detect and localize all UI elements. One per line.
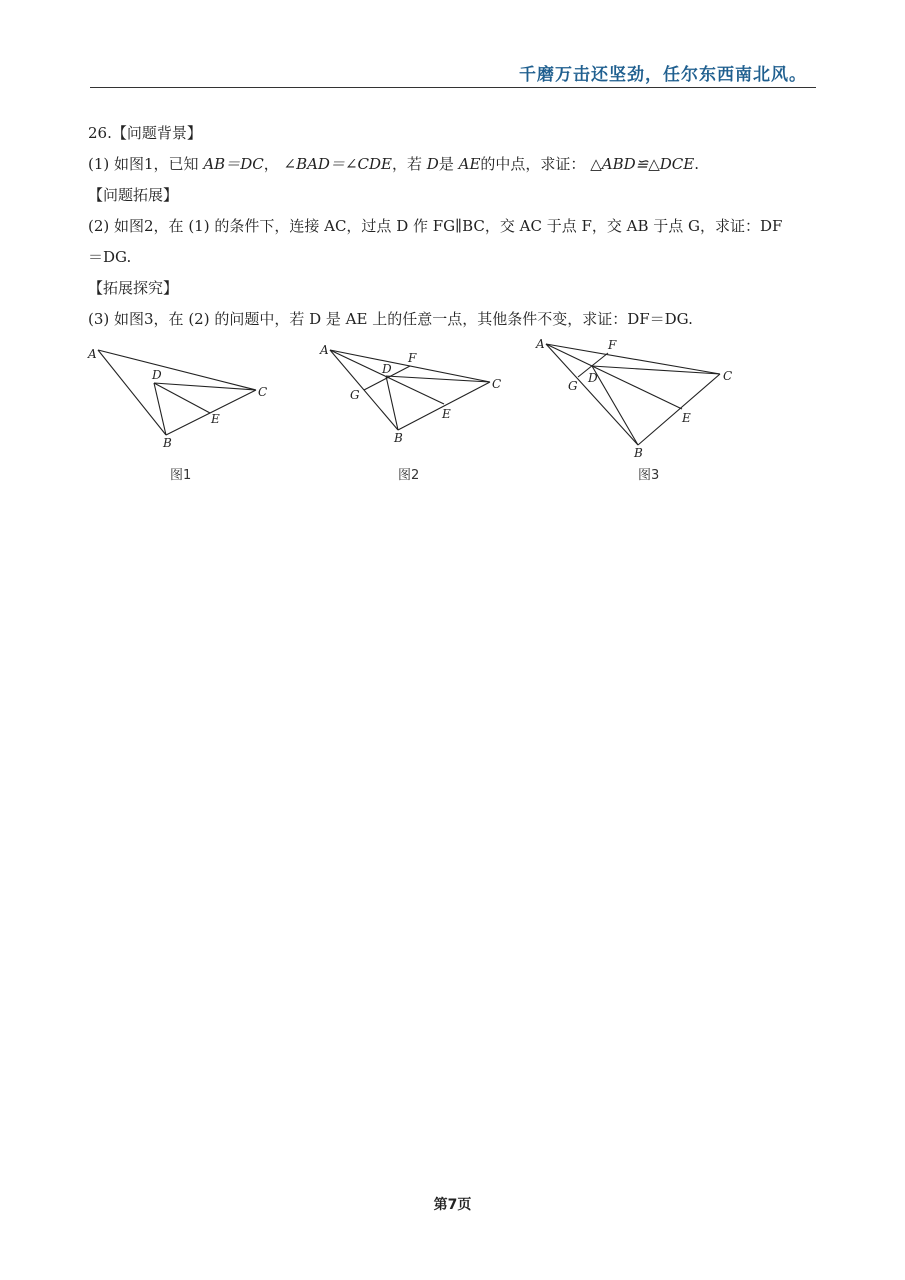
section-extension-title: 【问题拓展】	[88, 186, 179, 204]
fig1-label-a: A	[88, 347, 97, 361]
fig2-label-b: B	[394, 431, 403, 445]
part1-mid: ，若	[391, 155, 422, 173]
fig2-label-f: F	[408, 351, 417, 365]
figure-2-diagram	[314, 336, 514, 451]
fig3-label-g: G	[568, 379, 578, 393]
part1-prefix: (1) 如图1，已知	[88, 155, 199, 173]
fig3-label-c: C	[723, 369, 733, 383]
part1-mid3: 的中点，求证：	[480, 155, 586, 173]
problem-number: 26.	[88, 124, 112, 142]
fig1-label-b: B	[163, 436, 172, 450]
part1-segment: AE	[458, 155, 481, 173]
fig2-label-d: D	[382, 362, 392, 376]
fig2-label-a: A	[320, 343, 329, 357]
figure-3-diagram	[532, 336, 752, 461]
page-number: 第7页	[433, 1197, 472, 1213]
header-motto: 千磨万击还坚劲，任尔东西南北风。	[519, 65, 807, 85]
part1-text	[88, 149, 828, 180]
fig2-label-e: E	[442, 407, 451, 421]
fig1-label-e: E	[211, 412, 220, 426]
part3-line1: (3) 如图3，在 (2) 的问题中，若 D 是 AE 上的任意一点，其他条件不变，求证：DF＝DG.	[88, 310, 693, 328]
fig2-label-c: C	[492, 377, 502, 391]
part1-mid2: 是	[438, 155, 454, 173]
fig3-label-d: D	[588, 371, 598, 385]
problem-content	[88, 118, 828, 335]
fig2-label-g: G	[350, 388, 360, 402]
figure-3-caption: 图3	[638, 468, 660, 483]
part1-cond2: ∠BAD＝∠CDE	[283, 155, 392, 173]
fig3-label-b: B	[634, 446, 643, 460]
fig3-label-a: A	[536, 337, 545, 351]
figures-row	[86, 336, 746, 486]
part2-line2: ＝DG.	[88, 248, 132, 266]
figure-1-caption: 图1	[170, 468, 192, 483]
part1-sep1: ，	[263, 155, 279, 173]
figure-2	[314, 336, 514, 486]
fig3-label-e: E	[682, 411, 691, 425]
part1-end: .	[694, 155, 699, 173]
part2-line1: (2) 如图2，在 (1) 的条件下，连接 AC，过点 D 作 FG∥BC，交 AC 于点 F，交 AB 于点 G，求证：DF	[88, 217, 783, 235]
figure-3	[532, 336, 752, 486]
section-explore-title: 【拓展探究】	[88, 279, 179, 297]
fig1-label-c: C	[258, 385, 268, 399]
section-background-title: 【问题背景】	[111, 124, 202, 142]
header-divider	[90, 87, 816, 88]
part1-goal: △ABD≌△DCE	[590, 155, 695, 173]
problem-heading	[88, 118, 828, 149]
part1-cond1: AB＝DC	[203, 155, 264, 173]
fig1-label-d: D	[152, 368, 162, 382]
part1-point: D	[426, 155, 439, 173]
figure-1	[86, 336, 286, 486]
figure-1-diagram	[86, 336, 286, 451]
fig3-label-f: F	[608, 338, 617, 352]
figure-2-caption: 图2	[398, 468, 420, 483]
